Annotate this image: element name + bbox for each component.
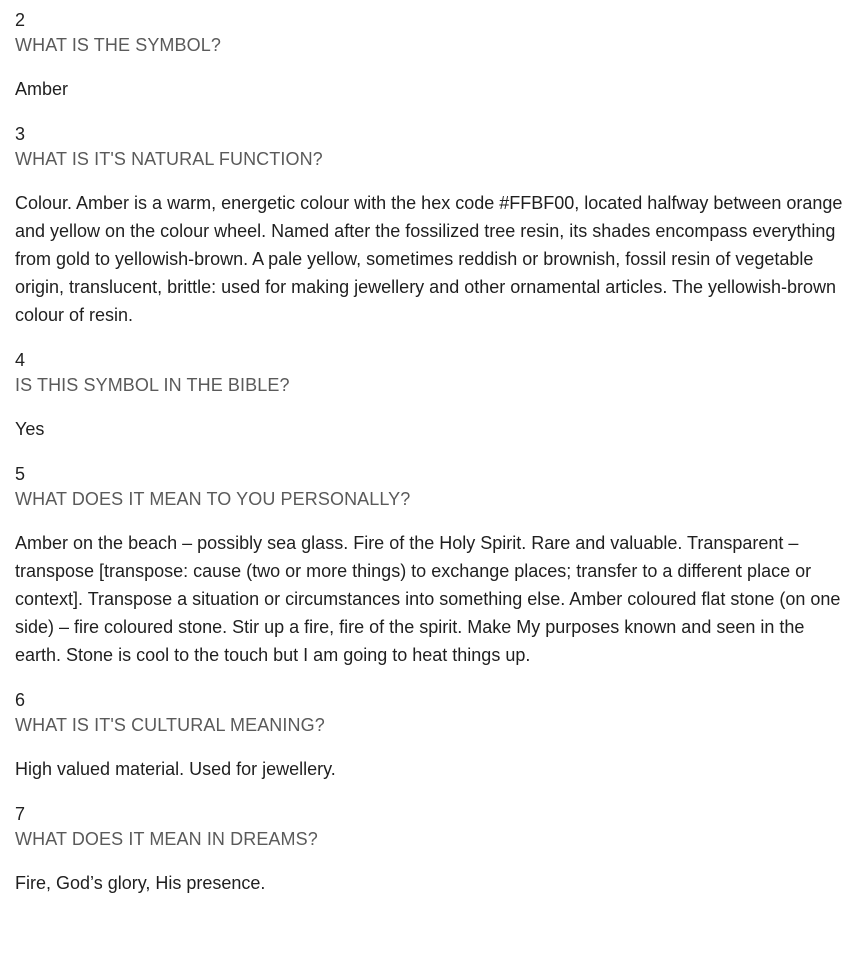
question-text: WHAT IS IT'S CULTURAL MEANING? (15, 715, 325, 735)
question-text: WHAT DOES IT MEAN IN DREAMS? (15, 829, 318, 849)
qa-item-6 (15, 688, 845, 783)
question-text: WHAT IS THE SYMBOL? (15, 35, 221, 55)
question-text: WHAT DOES IT MEAN TO YOU PERSONALLY? (15, 489, 411, 509)
question-text: IS THIS SYMBOL IN THE BIBLE? (15, 375, 290, 395)
qa-item-3 (15, 122, 845, 329)
question-number: 5 (15, 464, 26, 484)
question-number: 7 (15, 804, 26, 824)
answer-text: High valued material. Used for jewellery. (15, 759, 336, 779)
answer-text: Amber on the beach – possibly sea glass. Fire of the Holy Spirit. Rare and valuable. Transparent – transpose [transpose: cause (two or more things) to exchange places; transfer to a different place or context]. Transpose a situation or circumstances into something else. Amber coloured flat stone (on one side) – fire coloured stone. Stir up a fire, fire of the spirit. Make My purposes known and seen in the earth. Stone is cool to the touch but I am going to heat things up. (15, 533, 841, 665)
qa-item-4 (15, 348, 845, 443)
answer-text: Colour. Amber is a warm, energetic colour with the hex code #FFBF00, located halfway between orange and yellow on the colour wheel. Named after the fossilized tree resin, its shades encompass everything from gold to yellowish-brown. A pale yellow, sometimes reddish or brownish, fossil resin of vegetable origin, translucent, brittle: used for making jewellery and other ornamental articles. The yellowish-brown colour of resin. (15, 193, 843, 325)
question-number: 3 (15, 124, 26, 144)
question-number: 4 (15, 350, 26, 370)
qa-item-7 (15, 802, 845, 897)
question-number: 6 (15, 690, 26, 710)
answer-text: Fire, God’s glory, His presence. (15, 873, 266, 893)
question-number: 2 (15, 10, 26, 30)
qa-item-2 (15, 8, 845, 103)
answer-text: Amber (15, 79, 69, 99)
answer-text: Yes (15, 419, 45, 439)
question-text: WHAT IS IT'S NATURAL FUNCTION? (15, 149, 323, 169)
qa-item-5 (15, 462, 845, 669)
